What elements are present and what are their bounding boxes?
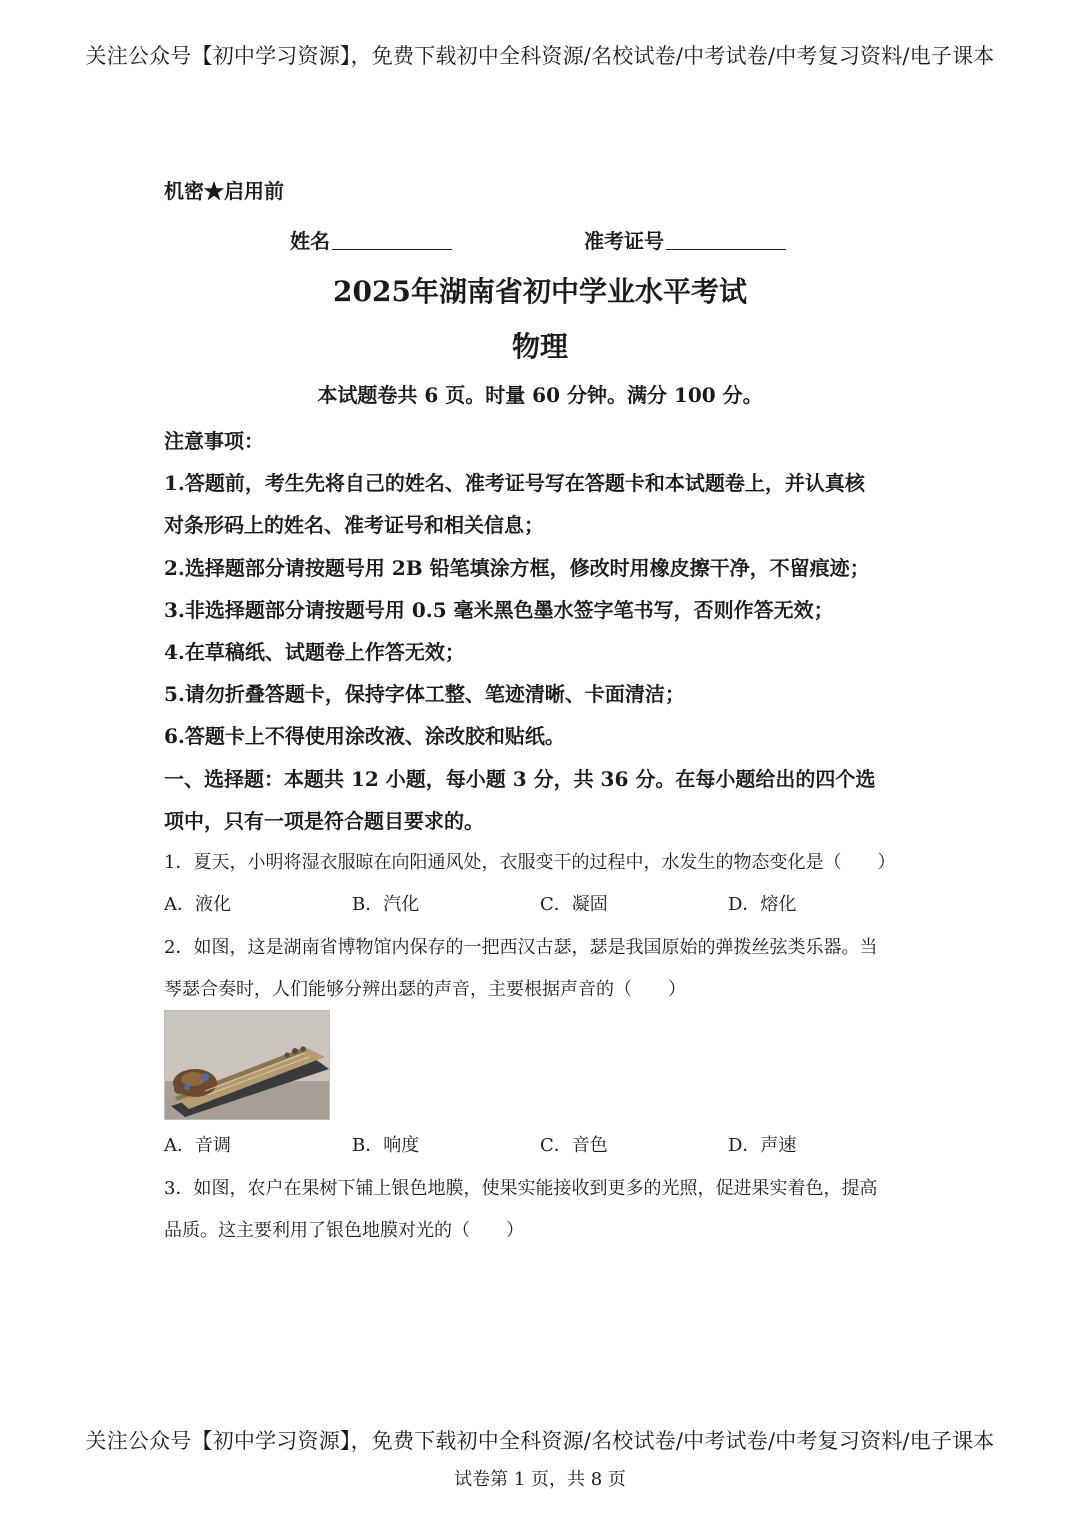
- note-line: 2.选择题部分请按题号用 2B 铅笔填涂方框，修改时用橡皮擦干净，不留痕迹；: [164, 556, 870, 580]
- option-a: A．液化: [164, 894, 231, 915]
- exam-id-field: [584, 225, 786, 254]
- note-line: 3.非选择题部分请按题号用 0.5 毫米黑色墨水签字笔书写，否则作答无效；: [164, 598, 834, 622]
- option-d: D．声速: [728, 1135, 797, 1156]
- option-a: A．音调: [164, 1135, 231, 1156]
- question-3-text-cont: 品质。这主要利用了银色地膜对光的（ ）: [164, 1220, 524, 1241]
- name-label: 姓名: [290, 229, 330, 253]
- section-heading: 一、选择题：本题共 12 小题，每小题 3 分，共 36 分。在每小题给出的四个选: [164, 767, 876, 791]
- question-1-text: 1．夏天，小明将湿衣服晾在向阳通风处，衣服变干的过程中，水发生的物态变化是（ ）: [164, 852, 896, 873]
- exam-id-label: 准考证号: [584, 229, 664, 253]
- question-3-text: 3．如图，农户在果树下铺上银色地膜，使果实能接收到更多的光照，促进果实着色，提高: [164, 1178, 878, 1199]
- option-d: D．熔化: [728, 894, 797, 915]
- note-line: 1.答题前，考生先将自己的姓名、准考证号写在答题卡和本试题卷上，并认真核: [164, 471, 865, 495]
- option-c: C．音色: [540, 1135, 608, 1156]
- paper-info: 本试题卷共 6 页。时量 60 分钟。满分 100 分。: [317, 383, 763, 407]
- name-blank: [332, 229, 452, 250]
- exam-title: 2025年湖南省初中学业水平考试: [333, 275, 747, 308]
- note-line: 6.答题卡上不得使用涂改液、涂改胶和贴纸。: [164, 724, 565, 748]
- ancient-se-instrument-photo: [164, 1010, 330, 1120]
- option-b: B．汽化: [352, 894, 420, 915]
- confidential-mark: 机密★启用前: [164, 179, 284, 203]
- bottom-banner: 关注公众号【初中学习资源】，免费下载初中全科资源/名校试卷/中考试卷/中考复习资料/电子课本: [85, 1429, 995, 1453]
- page-number-footer: 试卷第 1 页，共 8 页: [454, 1469, 626, 1490]
- option-c: C．凝固: [540, 894, 608, 915]
- question-2-text-cont: 琴瑟合奏时，人们能够分辨出瑟的声音，主要根据声音的（ ）: [164, 979, 686, 1000]
- option-b: B．响度: [352, 1135, 420, 1156]
- section-heading-cont: 项中，只有一项是符合题目要求的。: [164, 809, 484, 833]
- note-line: 对条形码上的姓名、准考证号和相关信息；: [164, 513, 544, 537]
- subject-title: 物理: [511, 330, 568, 363]
- question-2-text: 2．如图，这是湖南省博物馆内保存的一把西汉古瑟，瑟是我国原始的弹拨丝弦类乐器。当: [164, 937, 878, 958]
- name-field: [290, 225, 452, 254]
- note-line: 5.请勿折叠答题卡，保持字体工整、笔迹清晰、卡面清洁；: [164, 682, 685, 706]
- exam-id-blank: [666, 229, 786, 250]
- notes-heading: 注意事项：: [164, 429, 264, 453]
- top-banner: 关注公众号【初中学习资源】，免费下载初中全科资源/名校试卷/中考试卷/中考复习资料/电子课本: [85, 44, 995, 68]
- note-line: 4.在草稿纸、试题卷上作答无效；: [164, 640, 465, 664]
- se-instrument-illustration: [165, 1011, 329, 1119]
